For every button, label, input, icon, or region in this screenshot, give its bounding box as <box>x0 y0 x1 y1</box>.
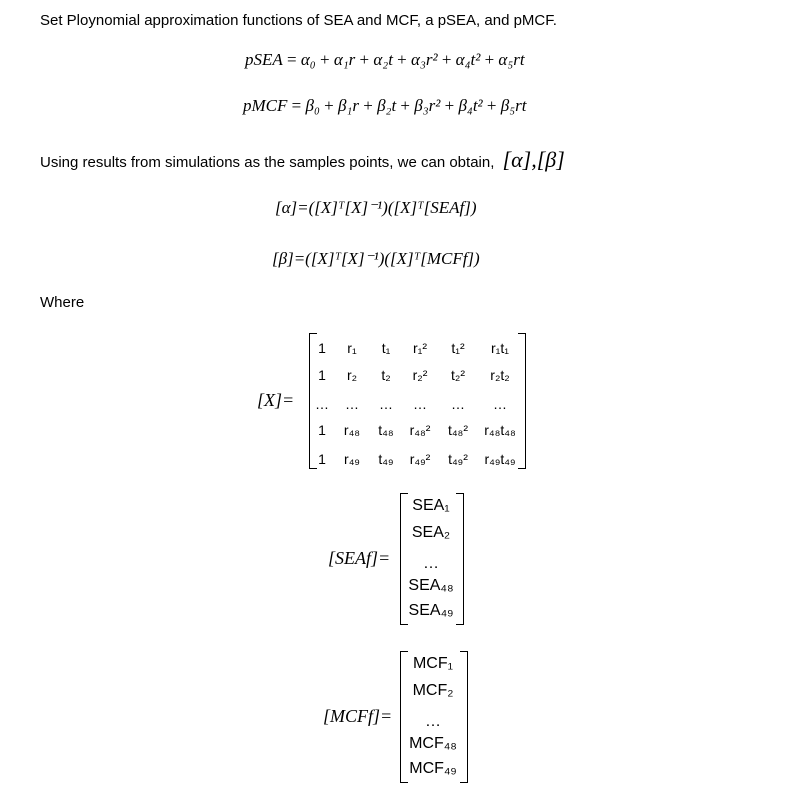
matrix-x-cell: r₄₉ <box>344 451 360 467</box>
matrix-x-cell: t₁² <box>451 340 465 356</box>
matrix-seaf-cell: SEA₁ <box>412 497 450 514</box>
matrix-x-cell: t₄₈² <box>447 422 469 438</box>
matrix-mcff-cell: MCF₁ <box>412 655 454 672</box>
equation-alpha-solution: [α]=([X]ᵀ[X]⁻¹)([X]ᵀ[SEAf]) <box>275 198 477 217</box>
matrix-x-cell: … <box>413 396 427 412</box>
alpha-beta-vectors: [α],[β] <box>502 147 565 172</box>
equation-pmcf-term: β₂t <box>377 96 397 115</box>
matrix-x-cell: … <box>379 396 393 412</box>
matrix-x-cell: t₄₉ <box>378 451 394 467</box>
matrix-seaf-cell: SEA₄₉ <box>408 602 454 619</box>
matrix-x-cell: r₄₉t₄₉ <box>484 451 516 467</box>
matrix-x-cell: r₄₉² <box>409 451 431 467</box>
matrix-x-cell: t₂ <box>381 367 391 383</box>
matrix-seaf-cell: … <box>423 555 439 572</box>
matrix-x-cell: 1 <box>318 367 326 383</box>
matrix-x-cell: r₁t₁ <box>491 340 509 356</box>
matrix-x-cell: 1 <box>318 340 326 356</box>
matrix-x-label: [X]= <box>257 390 295 410</box>
matrix-x-cell: r₂t₂ <box>490 367 510 383</box>
equation-psea-lhs: pSEA <box>245 50 283 69</box>
matrix-mcff-cell: MCF₄₉ <box>409 760 457 777</box>
matrix-x-cell: r₄₈² <box>409 422 431 438</box>
matrix-mcff-cell: … <box>425 713 441 730</box>
matrix-x-cell: r₂² <box>412 367 428 383</box>
matrix-x-cell: t₄₉² <box>448 451 468 467</box>
where-label: Where <box>40 294 85 311</box>
matrix-x-cell: r₄₈t₄₈ <box>484 422 516 438</box>
matrix-mcff-cell: MCF₂ <box>412 682 454 699</box>
equation-pmcf-lhs: pMCF <box>243 96 288 115</box>
matrix-x-cell: 1 <box>318 422 326 438</box>
matrix-x-cell: t₁ <box>381 340 391 356</box>
matrix-x-cell: t₄₈ <box>378 422 394 438</box>
equation-psea: pSEA = α₀ + α₁r + α₂t + α₃r² + α₄t² + α₅rt <box>245 50 525 69</box>
using-text-label: Using results from simulations as the samples points, we can obtain, <box>40 154 495 171</box>
equation-psea-term: α₀ <box>300 50 316 69</box>
matrix-x-cell: … <box>315 396 329 412</box>
equation-psea-term: α₃r² <box>411 50 438 69</box>
matrix-mcff-label: [MCFf]= <box>323 706 393 726</box>
equation-pmcf-term: β₁r <box>337 96 359 115</box>
matrix-x-cell: r₄₈ <box>343 422 361 438</box>
matrix-x-cell: … <box>345 396 359 412</box>
matrix-seaf-cell: SEA₄₈ <box>408 577 454 594</box>
equation-pmcf-term: β₄t² <box>458 96 483 115</box>
matrix-mcff-cell: MCF₄₈ <box>409 735 457 752</box>
matrix-x-cell: r₁ <box>347 340 357 356</box>
matrix-x-cell: r₁² <box>412 340 428 356</box>
equation-psea-term: α₄t² <box>455 50 481 69</box>
matrix-seaf-cell: SEA₂ <box>411 524 451 541</box>
matrix-x-cell: r₂ <box>346 367 358 383</box>
equation-pmcf-term: β₅rt <box>500 96 527 115</box>
matrix-x-cell: t₂² <box>451 367 465 383</box>
equation-beta-solution: [β]=([X]ᵀ[X]⁻¹)([X]ᵀ[MCFf]) <box>272 249 480 268</box>
equation-psea-term: α₂t <box>373 50 393 69</box>
matrix-seaf-label: [SEAf]= <box>328 548 391 568</box>
equation-psea-term: α₅rt <box>498 50 525 69</box>
equation-psea-term: α₁r <box>333 50 356 69</box>
matrix-x-cell: 1 <box>318 451 326 467</box>
matrix-x-cell: … <box>451 396 465 412</box>
equation-pmcf-term: β₀ <box>305 96 320 115</box>
intro-text: Set Ploynomial approximation functions of SEA and MCF, a pSEA, and pMCF. <box>40 12 557 29</box>
equation-pmcf: pMCF = β₀ + β₁r + β₂t + β₃r² + β₄t² + β₅rt <box>243 96 527 115</box>
equation-pmcf-term: β₃r² <box>414 96 441 115</box>
matrix-x-cell: … <box>493 396 507 412</box>
using-text <box>40 147 565 173</box>
